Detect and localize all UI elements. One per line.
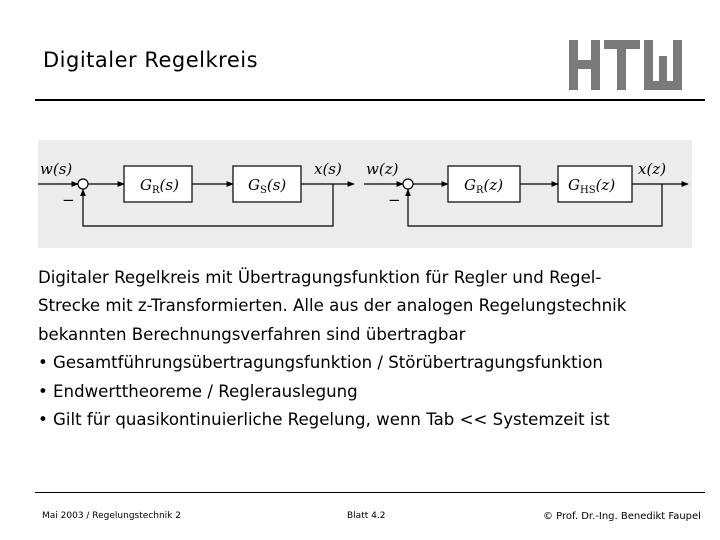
plant-block-discrete: $G_{HS}(z)$ [568,176,616,196]
plant-block-continuous: $G_S(s)$ [248,176,287,196]
output-signal-discrete: x(z) [638,160,667,178]
body-line: bekannten Berechnungsverfahren sind übertragbar [38,324,466,344]
footer-page-number: Blatt 4.2 [347,511,386,521]
body-line: Digitaler Regelkreis mit Übertragungsfunktion für Regler und Regel- [38,268,602,287]
minus-sign-discrete: − [388,191,401,209]
control-loop-diagram [38,140,692,248]
page-title: Digitaler Regelkreis [43,48,259,72]
footer-author: © Prof. Dr.-Ing. Benedikt Faupel [543,511,701,522]
title-divider [35,99,705,101]
body-text [38,264,713,434]
output-signal-continuous: x(s) [314,160,342,178]
footer-date-course: Mai 2003 / Regelungstechnik 2 [42,511,181,521]
footer-divider [35,492,705,493]
controller-block-continuous: $G_R(s)$ [140,176,179,196]
controller-block-discrete: $G_R(z)$ [464,176,504,196]
htw-logo [569,38,693,92]
bullet-item: • Gesamtführungsübertragungsfunktion / Störübertragungsfunktion [38,353,603,373]
input-signal-continuous: w(s) [40,160,73,178]
body-line: Strecke mit z-Transformierten. Alle aus der analogen Regelungstechnik [38,296,627,316]
minus-sign-continuous: − [62,191,75,209]
bullet-item: • Endwerttheoreme / Reglerauslegung [38,381,358,401]
bullet-item: • Gilt für quasikontinuierliche Regelung, wenn Tab << Systemzeit ist [38,410,610,430]
input-signal-discrete: w(z) [366,160,399,178]
